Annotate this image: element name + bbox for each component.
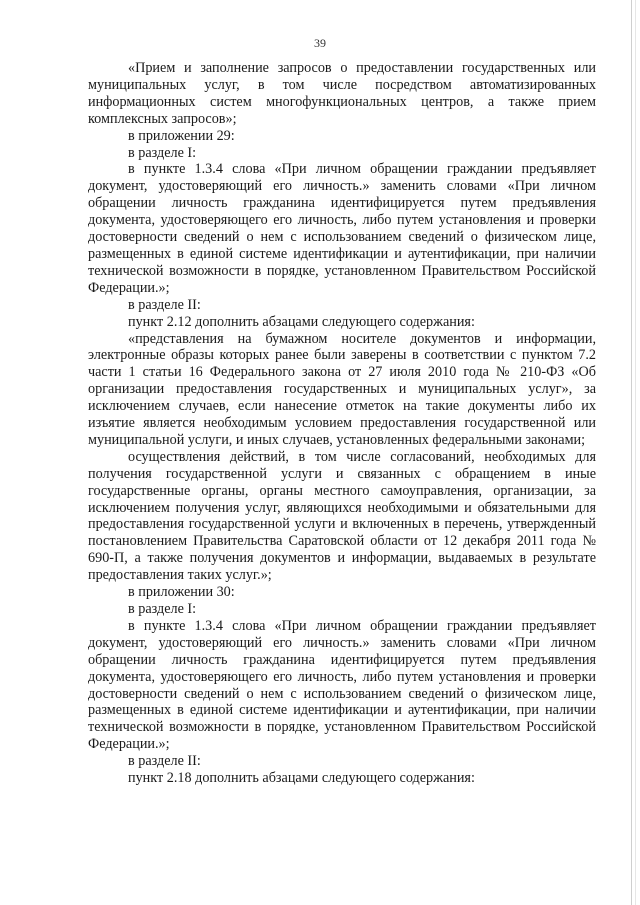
paragraph-section-1: в разделе I: <box>128 144 197 161</box>
paragraph-actions-approvals: осуществления действий, в том числе согласований, необходимых для получения государственной услуги и связанных с обращением в иные государственные органы, органы местного самоуправления, организации, за исключением получения услуг, являющихся необходимыми и обязательными для предоставления государственной услуги и включенных в перечень, утвержденный постановлением Правительства Саратовской области от 12 декабря 2011 года № 690-П, а также получения документов и информации, выдаваемых в результате предоставления таких услуг.»; <box>88 448 596 584</box>
paragraph-clause-2-18: пункт 2.18 дополнить абзацами следующего содержания: <box>128 770 475 787</box>
scan-edge-line <box>635 0 636 905</box>
scan-edge-line <box>631 0 632 905</box>
paragraph-clause-1-3-4: в пункте 1.3.4 слова «При личном обращении граждании предъявляет документ, удостоверяющий его личность.» заменить словами «При личном обращении личность гражданина идентифицируется путем предъявления документа, удостоверяющего его личность, либо путем установления и проверки достоверности сведений о нем с использованием сведений о физическом лице, размещенных в единой системе идентификации и аутентификации, при наличии технической возможности в порядке, установленном Правительством Российской Федерации.»; <box>88 617 596 753</box>
paragraph-appendix-29: в приложении 29: <box>128 127 235 144</box>
paragraph-section-2: в разделе II: <box>128 753 201 770</box>
paragraph-services-quote: «Прием и заполнение запросов о предоставлении государственных или муниципальных услуг, в том числе посредством автоматизированных информационных систем многофункциональных центров, а также прием комплексных запросов»; <box>88 60 596 127</box>
document-body <box>88 60 596 787</box>
paragraph-section-1: в разделе I: <box>128 601 197 617</box>
paragraph-clause-1-3-4: в пункте 1.3.4 слова «При личном обращении граждании предъявляет документ, удостоверяющий его личность.» заменить словами «При личном обращении личность гражданина идентифицируется путем предъявления документа, удостоверяющего его личность, либо путем установления и проверки достоверности сведений о нем с использованием сведений о физическом лице, размещенных в единой системе идентификации и аутентификации, при наличии технической возможности в порядке, установленном Правительством Российской Федерации.»; <box>88 161 596 296</box>
paragraph-section-2: в разделе II: <box>128 296 201 313</box>
page-number: 39 <box>314 36 326 50</box>
paragraph-clause-2-12: пункт 2.12 дополнить абзацами следующего содержания: <box>128 313 475 330</box>
paragraph-paper-documents: «представления на бумажном носителе документов и информации, электронные образы которых ранее были заверены в соответствии с пунктом 7.2 части 1 статьи 16 Федерального закона от 27 июля 2010 года № 210-ФЗ «Об организации предоставления государственных и муниципальных услуг», за исключением случаев, если нанесение отметок на такие документы либо их изъятие является необходимым условием предоставления государственной или муниципальной услуги, и иных случаев, установленных федеральными законами; <box>88 330 596 448</box>
paragraph-appendix-30: в приложении 30: <box>128 584 235 601</box>
